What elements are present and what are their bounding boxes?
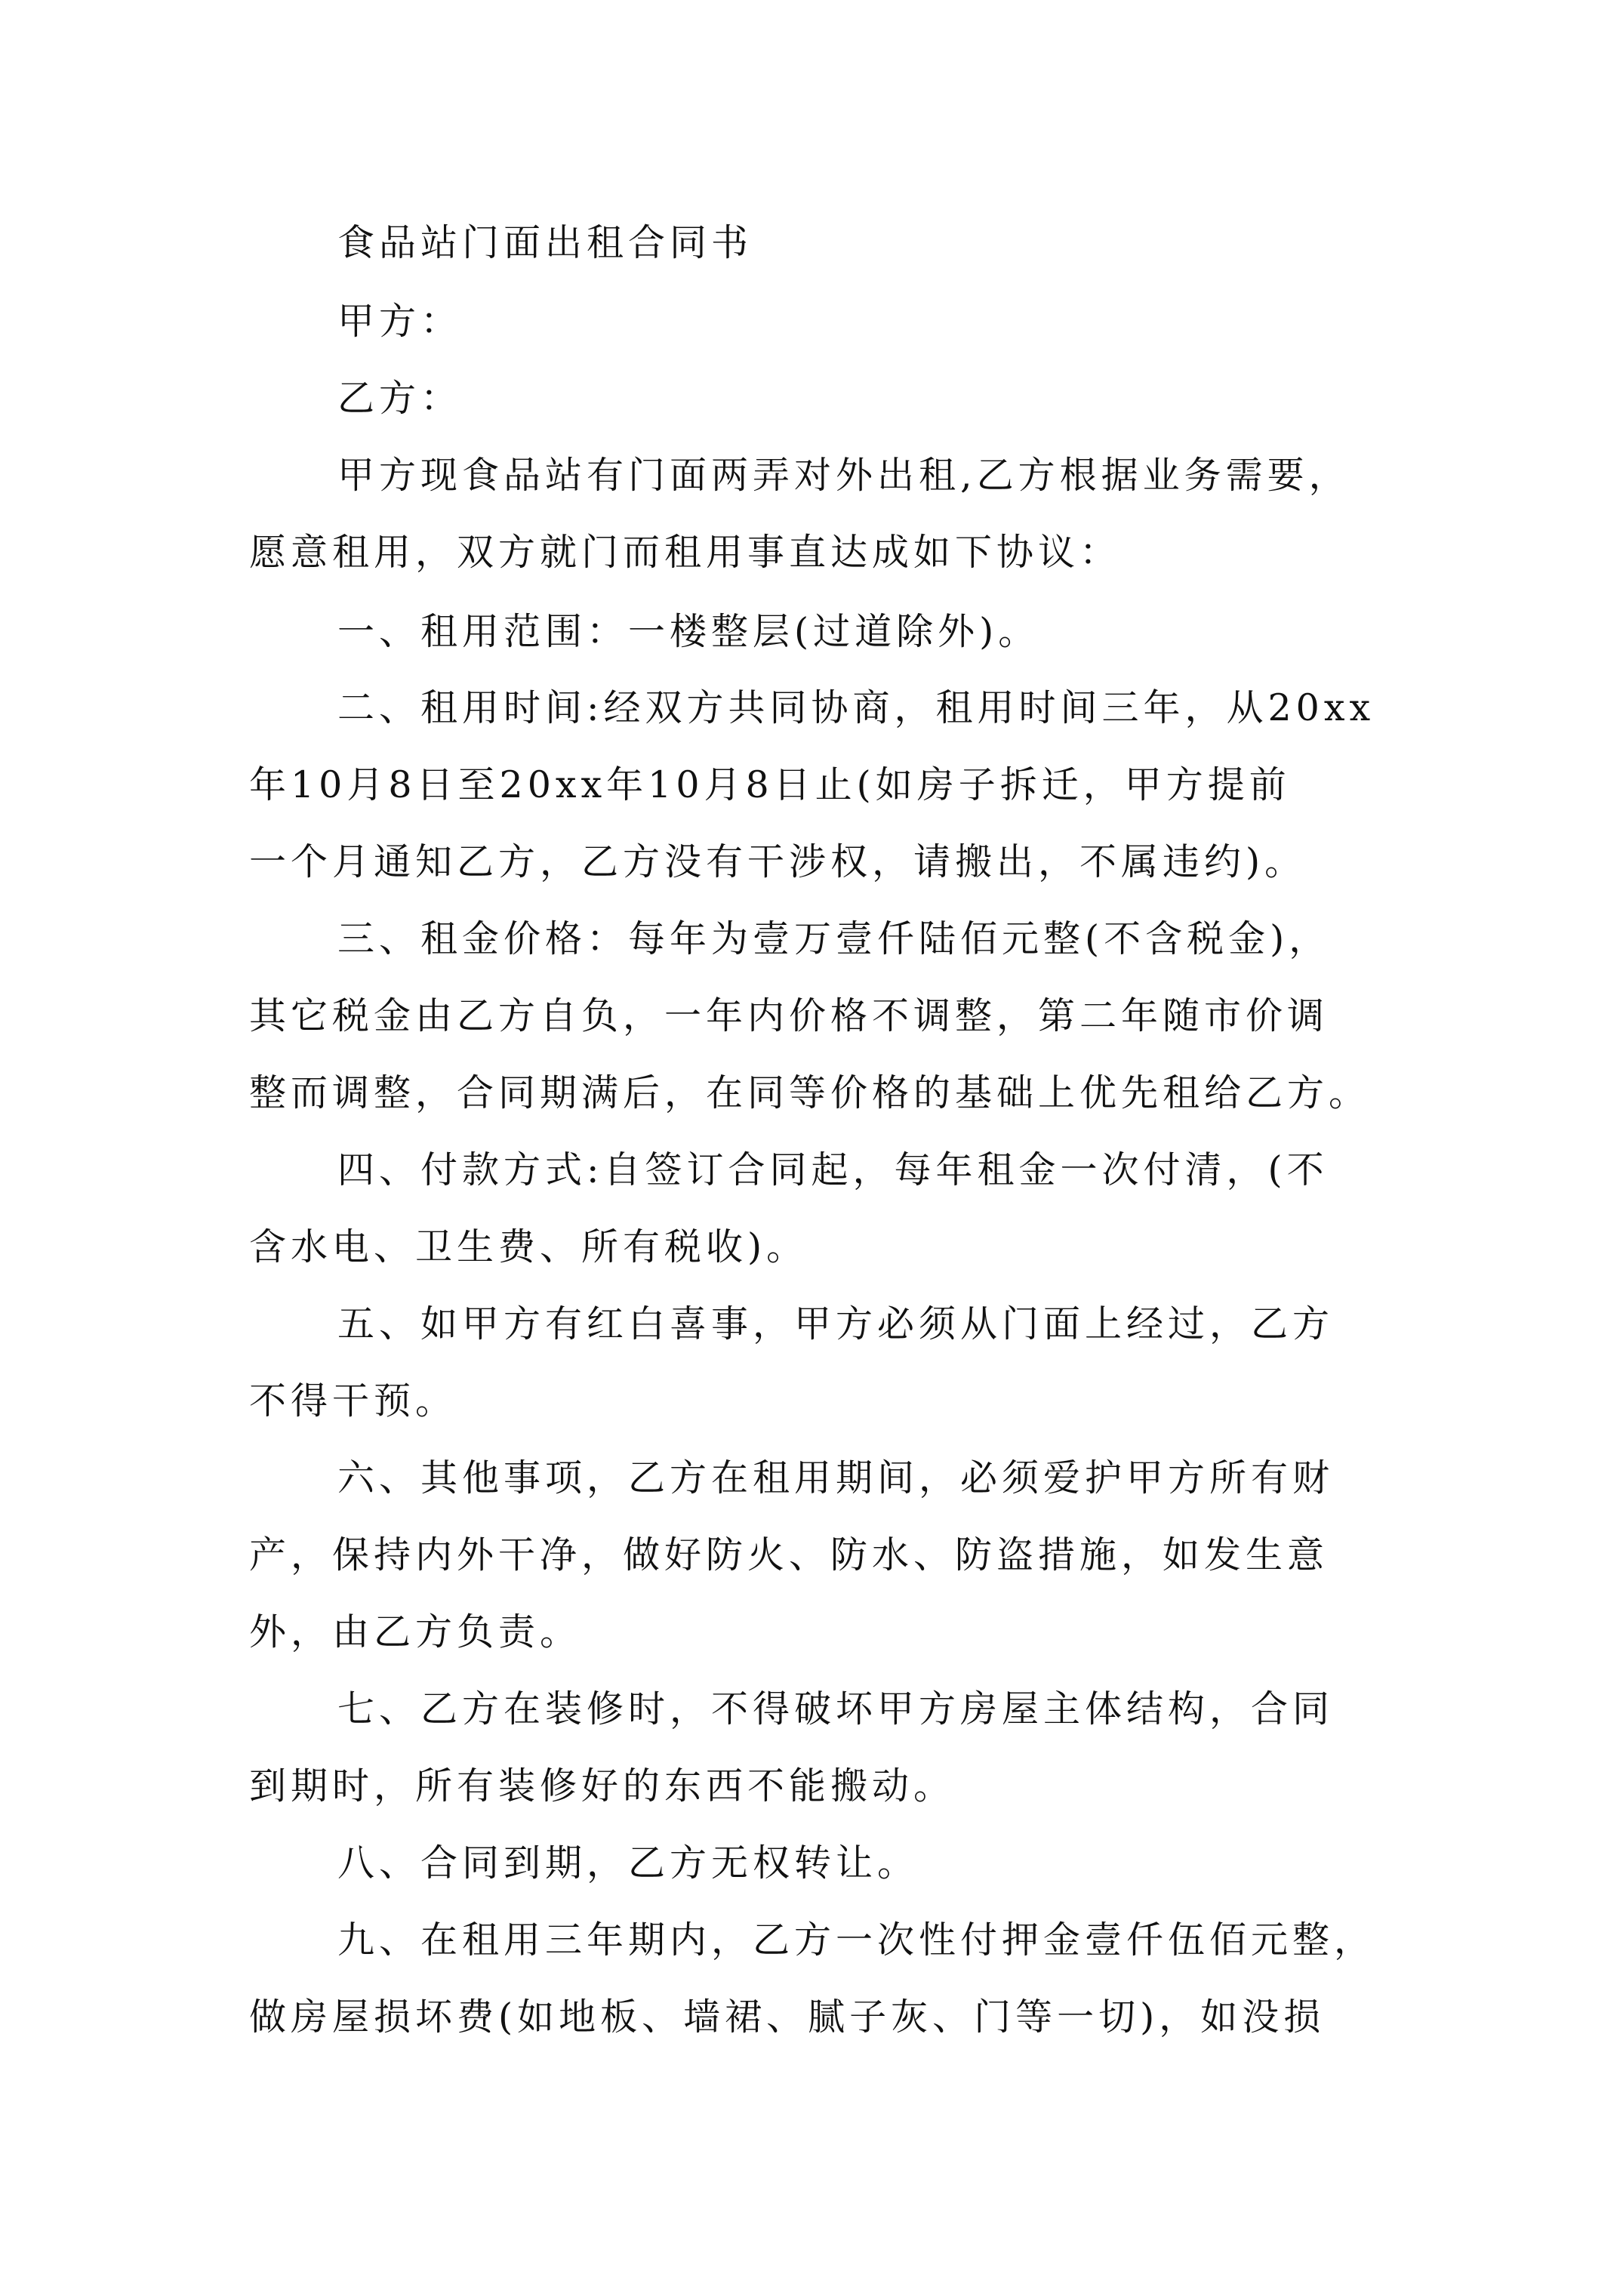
clause-line: 产，保持内外干净，做好防火、防水、防盗措施，如发生意 (249, 1533, 1329, 1576)
clause-line: 年10月8日至20xx年10月8日止(如房子拆迁，甲方提前 (249, 763, 1291, 806)
clause-line: 不得干预。 (249, 1379, 457, 1422)
clause-line: 一个月通知乙方，乙方没有干涉权，请搬出，不属违约)。 (249, 840, 1307, 883)
clause-line: 一、租用范围：一楼整层(过道除外)。 (337, 610, 1040, 653)
clause-line: 八、合同到期，乙方无权转让。 (337, 1841, 919, 1885)
clause-line: 外，由乙方负责。 (249, 1610, 582, 1653)
clause-line: 三、租金价格：每年为壹万壹仟陆佰元整(不含税金)， (337, 917, 1331, 960)
clause-line: 其它税金由乙方自负，一年内价格不调整，第二年随市价调 (249, 994, 1329, 1037)
clause-line: 六、其他事项，乙方在租用期间，必须爱护甲方所有财 (337, 1456, 1335, 1499)
clause-line: 五、如甲方有红白喜事，甲方必须从门面上经过，乙方 (337, 1302, 1335, 1345)
clause-line: 七、乙方在装修时，不得破坏甲方房屋主体结构，合同 (337, 1687, 1335, 1730)
clause-line: 含水电、卫生费、所有税收)。 (249, 1225, 808, 1268)
document-title: 食品站门面出租合同书 (337, 221, 753, 264)
paragraph-line: 愿意租用，双方就门而租用事直达成如下协议： (249, 531, 1122, 574)
clause-line: 整而调整，合同期满后，在同等价格的基础上优先租给乙方。 (249, 1071, 1371, 1114)
paragraph-line: 甲方现食品站有门面两弄对外出租,乙方根据业务需要， (337, 454, 1350, 497)
party-b-line: 乙方： (337, 377, 463, 420)
clause-line: 二、租用时间:经双方共同协商，租用时间三年，从20xx (337, 686, 1375, 729)
clause-line: 做房屋损坏费(如地板、墙裙、腻子灰、门等一切)，如没损 (249, 1996, 1326, 2039)
clause-line: 四、付款方式:自签订合同起，每年租金一次付清，(不 (337, 1148, 1329, 1191)
clause-line: 到期时，所有装修好的东西不能搬动。 (249, 1764, 956, 1808)
clause-line: 九、在租用三年期内，乙方一次性付押金壹仟伍佰元整， (337, 1918, 1376, 1962)
party-a-line: 甲方： (337, 300, 463, 343)
